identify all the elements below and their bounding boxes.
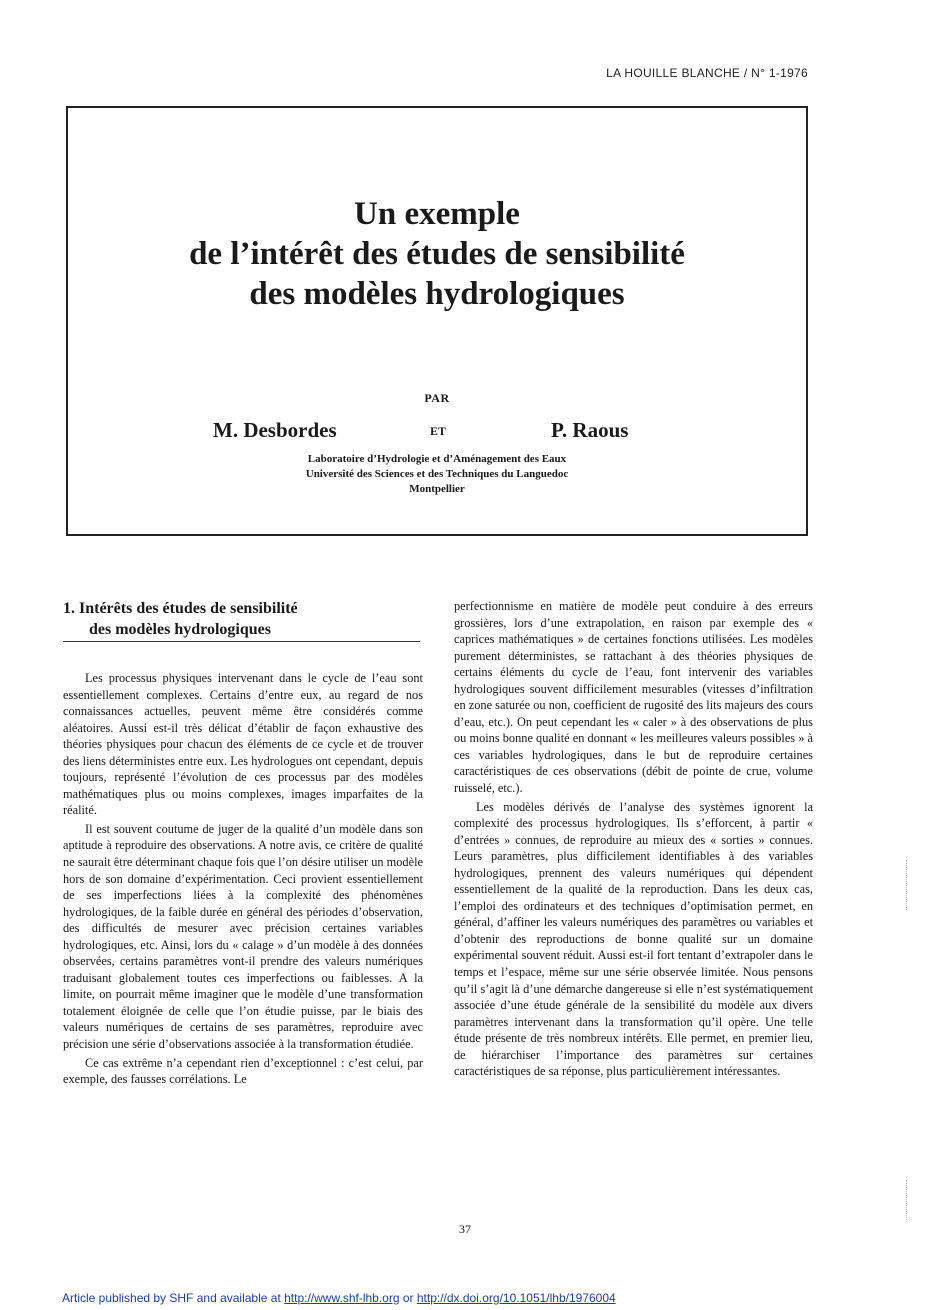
shf-link[interactable]: http://www.shf-lhb.org [284,1291,400,1305]
footer-citation [62,1291,616,1305]
body-column-left [63,670,423,1088]
paragraph: Ce cas extrême n’a cependant rien d’exceptionnel : c’est celui, par exemple, des fausses corrélations. Le [63,1055,423,1087]
section-heading [63,598,420,642]
title-line: Un exemple [354,196,520,232]
and-label: ET [430,424,447,438]
affiliation [68,452,806,497]
author-raous: P. Raous [551,418,629,442]
scan-margin-mark [906,860,909,910]
section-heading-line: 1. Intérêts des études de sensibilité [63,600,298,617]
page-number: 37 [459,1222,471,1236]
title-line: de l’intérêt des études de sensibilité [189,236,685,272]
paragraph: Les modèles dérivés de l’analyse des systèmes ignorent la complexité des processus hydrologiques. Ils s’efforcent, à partir « d’entrées » connues, de reproduire au mieux des « sorties » connues. Leurs paramètres, plus difficilement identifiables à des variables hydrologiques, prennent des valeurs numériques qui dépendent essentiellement de la qualité de la reproduction. Dans les deux cas, l’emploi des ordinateurs et des techniques d’optimisation permet, en général, d’affiner les valeurs numériques des paramètres ou variables et d’obtenir des reproductions de bonne qualité sur un domaine expérimental souvent réduit. Aussi est-il fort tentant d’extrapoler dans le temps et l’espace, même sur une série observée limitée. Nous pensons qu’il s’agit là d’une démarche dangereuse si elle n’est systématiquement associée d’une étude générale de la sensibilité du modèle aux divers paramètres intervenant dans la transformation qu’il opère. Une telle étude présente de très nombreux intérêts. Elle permet, en premier lieu, de hiérarchiser l’importance des paramètres sur certaines caractéristiques de sa réponse, plus particulièrement intéressantes. [454,799,813,1079]
doi-link[interactable]: http://dx.doi.org/10.1051/lhb/1976004 [416,1291,616,1305]
title-block [66,106,808,536]
footer-prefix: Article published by SHF and available at [62,1291,285,1305]
journal-header: LA HOUILLE BLANCHE / N° 1-1976 [606,66,808,80]
article-title [68,194,806,314]
affiliation-line: Laboratoire d’Hydrologie et d’Aménagement des Eaux [307,453,567,465]
by-label: PAR [424,391,450,405]
paragraph: Il est souvent coutume de juger de la qualité d’un modèle dans son aptitude à reproduire des observations. A notre avis, ce critère de qualité ne saurait être déterminant chaque fois que l’on désire utiliser un modèle hors de son domaine d’expérimentation. Ceci provient essentiellement de ses imperfections liées à la complexité des phénomènes hydrologiques, de la faible durée en général des périodes d’observation, des difficultés de mesurer avec précision certaines variables hydrologiques, etc. Ainsi, lors du « calage » d’un modèle à des données observées, certains paramètres vont-il prendre des valeurs numériques traduisant globalement toutes ces imperfections ou faiblesses. A la limite, on pourrait même imaginer que le modèle d’une transformation totalement éloignée de celle que l’on étudie puisse, par le biais des valeurs numériques de certains de ses paramètres, reproduire avec précision une série d’observations associée à la transformation étudiée. [63,821,423,1052]
body-column-right [454,598,813,1080]
author-desbordes: M. Desbordes [213,418,337,442]
title-line: des modèles hydrologiques [249,276,625,312]
scan-margin-mark [906,1180,909,1220]
section-heading-line: des modèles hydrologiques [89,621,271,638]
affiliation-line: Université des Sciences et des Techniques du Languedoc [305,468,569,480]
paragraph: Les processus physiques intervenant dans le cycle de l’eau sont essentiellement complexes. Certains d’entre eux, au regard de nos connaissances actuelles, peuvent même être considérés comme aléatoires. Aussi est-il très délicat d’établir de façon exhaustive des théories physiques pour chacun des éléments de ce cycle et de trouver des liens déterministes entre eux. Les hydrologues ont cependant, depuis toujours, représenté l’évolution de ces processus par des modèles mathématiques plus ou moins complexes, images imparfaites de la réalité. [63,671,423,818]
footer-or: or [399,1291,417,1305]
paragraph: perfectionnisme en matière de modèle peut conduire à des erreurs grossières, lors d’une extrapolation, en raison par exemple des « caprices mathématiques » de certaines fonctions utilisées. Les modèles purement déterministes, se rattachant à des théories physiques de certains éléments du cycle de l’eau, font intervenir des variables hydrologiques souvent difficilement mesurables (vitesses d’infiltration en zone saturée ou non, coefficient de rugosité des lits majeurs des cours d’eau, etc.). On peut cependant les « caler » à des observations de plus ou moins bonne qualité en donnant « les meilleures valeurs possibles » à ces variables hydrologiques, dans le but de reproduire certaines caractéristiques de ces observations (débit de pointe de crue, volume ruisselé, etc.). [454,599,813,796]
affiliation-line: Montpellier [409,483,465,495]
